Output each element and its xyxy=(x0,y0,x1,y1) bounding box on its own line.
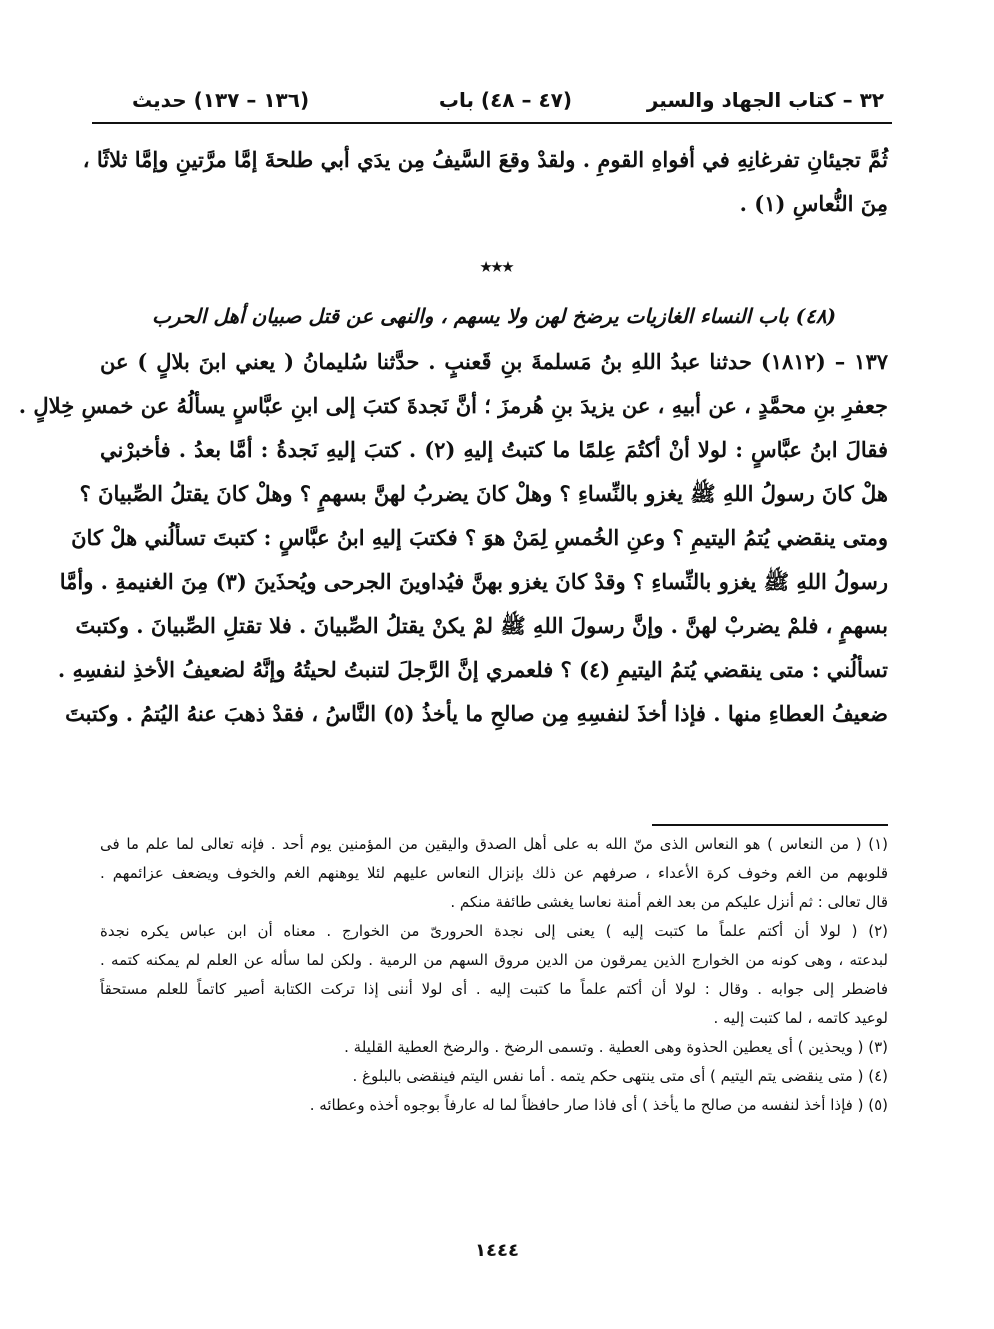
text-line: مِنَ النُّعاسِ (١) . xyxy=(739,191,888,216)
footnote-2 xyxy=(100,917,888,1033)
footnote-1 xyxy=(100,830,888,917)
chapter-title: (٤٨) باب النساء الغازيات يرضخ لهن ولا يسهم ، والنهى عن قتل صبيان أهل الحرب xyxy=(151,304,837,328)
footnote-4 xyxy=(100,1062,888,1091)
footnote-3 xyxy=(100,1033,888,1062)
footnote-line: لبدعته ، وهى كونه من الخوارج الذين يمرقون من الدين مروق السهم من الرمية . ولكن لما سأله عن العلم لم يمكنه كتمه . xyxy=(100,951,888,969)
footnote-line: فاضطر إلى جوابه . وقال : لولا أن أكتم علماً ما كتبت إليه . أى لولا أننى إذا تركت الكتابة أصير كاتماً للعلم مستحقاً xyxy=(100,980,888,998)
footnote-line: (٤) ( متى ينقضى يتم اليتيم ) أى متى ينتهى حكم يتمه . أما نفس اليتم فينقضى بالبلوغ . xyxy=(352,1067,888,1085)
text-line: ثُمَّ تجيئانِ تفرغانِهِ في أفواهِ القومِ . ولقدْ وقعَ السَّيفُ مِن يدَي أبي طلحةَ إمَّا مرَّتينِ وإمَّا ثلاثًا ، xyxy=(82,147,888,172)
text-line: ١٣٧ – (١٨١٢) حدثنا عبدُ اللهِ بنُ مَسلمةَ بنِ قَعنبٍ . حدَّثنا سُليمانُ ( يعني ابنَ بلالٍ ) عن xyxy=(100,349,889,374)
footnote-line: (٥) ( فإذا أخذ لنفسه من صالح ما يأخذ ) أى فاذا صار حافظاً لما له عارفاً بوجوه أخذه وعطائه . xyxy=(309,1096,888,1114)
header-book-title: ٣٢ – كتاب الجهاد والسير xyxy=(646,88,884,112)
footnotes xyxy=(100,830,888,1120)
running-header xyxy=(92,82,892,118)
text-line: ومتى ينقضي يُتمُ اليتيمِ ؟ وعنِ الخُمسِ لِمَنْ هوَ ؟ فكتبَ إليهِ ابنُ عبَّاسٍ : كتبتَ تسألُني هلْ كانَ xyxy=(71,525,888,550)
header-hadith-range: (١٣٦ – ١٣٧) حديث xyxy=(132,88,310,112)
text-line: رسولُ اللهِ ﷺ يغزو بالنِّساءِ ؟ وقدْ كانَ يغزو بهنَّ فيُداوينَ الجرحى ويُحذَينَ (٣) مِنَ الغنيمةِ . وأمَّا xyxy=(59,569,888,594)
footnote-line: لوعيد كاتمه ، لما كتبت إليه . xyxy=(713,1009,888,1027)
footnote-line: (٣) ( ويحذين ) أى يعطين الحذوة وهى العطية . وتسمى الرضخ . والرضخ العطية القليلة . xyxy=(344,1038,888,1056)
text-line: تسألُني : متى ينقضي يُتمُ اليتيمِ (٤) ؟ فلعمري إنَّ الرَّجلَ لتنبتُ لحيتُهُ وإنَّهُ لضعيفُ الأخذِ لنفسِهِ . xyxy=(57,657,888,682)
text-line: بسهمٍ ، فلمْ يضربْ لهنَّ . وإنَّ رسولَ اللهِ ﷺ لمْ يكنْ يقتلُ الصِّبيانَ . فلا تقتلِ الصِّبيانَ . وكتبتَ xyxy=(75,613,888,638)
footnote-line: قال تعالى : ثم أنزل عليكم من بعد الغم أمنة نعاسا يغشى طائفة منكم . xyxy=(450,893,888,911)
intro-paragraph xyxy=(82,138,888,226)
text-line: جعفرِ بنِ محمَّدٍ ، عن أبيهِ ، عن يزيدَ بنِ هُرمزَ ؛ أنَّ نَجدةَ كتبَ إلى ابنِ عبَّاسٍ يسألُهُ عن خمسِ خِلالٍ . xyxy=(18,393,888,418)
header-divider xyxy=(92,122,892,124)
text-line: هلْ كانَ رسولُ اللهِ ﷺ يغزو بالنِّساءِ ؟ وهلْ كانَ يضربُ لهنَّ بسهمٍ ؟ وهلْ كانَ يقتلُ الصِّبيانَ ؟ xyxy=(79,481,888,506)
footnote-line: (١) ( من النعاس ) هو النعاس الذى منّ الله به على أهل الصدق واليقين من المؤمنين يوم أحد . فإنه تعالى لما علم ما فى xyxy=(100,835,888,853)
footnote-divider xyxy=(652,824,888,826)
footnote-line: (٢) ( لولا أن أكتم علماً ما كتبت إليه ) يعنى إلى نجدة الحرورىّ من الخوارج . معناه أن ابن عباس يكره نجدة xyxy=(100,922,888,940)
hadith-paragraph xyxy=(18,340,889,736)
page-number: ١٤٤٤ xyxy=(475,1240,519,1261)
section-separator: ٭٭٭ xyxy=(480,254,514,278)
text-line: ضعيفُ العطاءِ منها . فإذا أخذَ لنفسِهِ مِن صالحِ ما يأخذُ (٥) النَّاسُ ، فقدْ ذهبَ عنهُ اليُتمُ . وكتبتَ xyxy=(65,701,888,726)
footnote-5 xyxy=(100,1091,888,1120)
footnote-line: قلوبهم من الغم وخوف كرة الأعداء ، صرفهم عن ذلك بإنزال النعاس عليهم لئلا يوهنهم الغم والخوف ويضعف عزائمهم . xyxy=(100,864,888,882)
header-chapter-range: (٤٧ – ٤٨) باب xyxy=(438,88,572,112)
text-line: فقالَ ابنُ عبَّاسٍ : لولا أنْ أكتُمَ عِلمًا ما كتبتُ إليهِ (٢) . كتبَ إليهِ نَجدةُ : أمَّا بعدُ . فأخبرْني xyxy=(100,437,888,462)
